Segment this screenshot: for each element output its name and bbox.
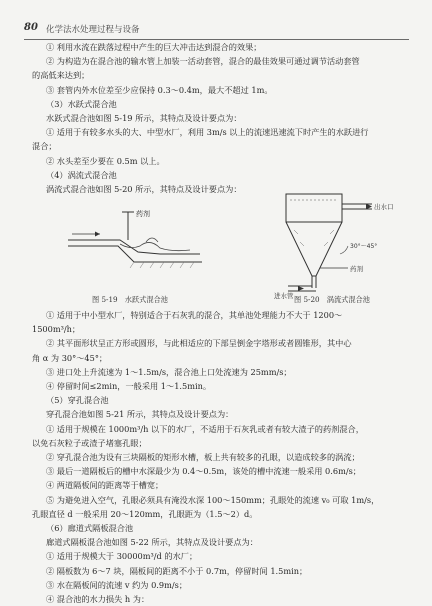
text-line: ③ 最后一道隔板后的槽中水深最少为 0.4～0.5m，该处的槽中流速一般采用 0.6m/s； — [46, 466, 361, 477]
text-line: 的高低来达到； — [32, 70, 90, 81]
text-line: 穿孔混合池如图 5-21 所示，其特点及设计要点为： — [46, 409, 234, 420]
text-line: （4）涡流式混合池 — [46, 169, 117, 180]
text-line: ① 利用水流在跌落过程中产生的巨大冲击达到混合的效果； — [46, 42, 262, 52]
text-line: ③ 进口处上升流速为 1～1.5m/s，混合池上口处流速为 25mm/s； — [46, 366, 292, 377]
text-line: 以免石灰粒子或渣子堵塞孔眼； — [32, 437, 147, 448]
text-line: ② 其平面形状呈正方形或圆形，与此相适应的下部呈倒金字塔形或者圆锥形，其中心 — [46, 338, 352, 349]
figure-label-outlet: 出水口 — [374, 203, 394, 211]
text-line: 廊道式隔板混合池如图 5-22 所示，其特点及设计要点为： — [46, 537, 258, 548]
text-line: ② 水头差至少要在 0.5m 以上。 — [46, 155, 165, 166]
figure-5-20-caption: 图 5-20 涡流式混合池 — [294, 295, 370, 304]
hydraulic-jump-diagram — [60, 182, 210, 294]
figure-5-19 — [60, 182, 210, 294]
text-line: ① 适用于中小型水厂，特别适合于石灰乳的混合，其单池处理能力不大于 1200～ — [46, 310, 343, 320]
text-line: （5）穿孔混合池 — [46, 395, 109, 406]
figure-label-inlet: 进水管 — [274, 292, 294, 300]
page-header — [24, 22, 414, 38]
text-line: ① 适用于有较多水头的大、中型水厂，利用 3m/s 以上的流速迅速流下时产生的水跃进行 — [46, 127, 369, 138]
figure-label-angle: 30°～45° — [350, 243, 378, 250]
text-line: ② 隔板数为 6～7 块，隔板间的距离不小于 0.7m，停留时间 1.5min； — [46, 565, 308, 576]
text-line: ④ 停留时间≤2min，一般采用 1～1.5min。 — [46, 381, 212, 392]
text-line: ③ 水在隔板间的流速 v 约为 0.9m/s； — [46, 579, 188, 590]
text-line: 混合； — [32, 141, 57, 152]
text-line: ④ 混合池的水力损失 h 为： — [46, 594, 150, 605]
vortex-mixer-diagram — [268, 182, 408, 300]
text-line: ⑤ 为避免进入空气，孔眼必须具有淹没水深 100～150mm；孔眼处的流速 v₀ 可取 1m/s， — [46, 494, 380, 505]
text-line: 孔眼直径 d 一般采用 20～120mm，孔眼距为（1.5～2）d。 — [32, 508, 258, 519]
text-line: ① 适用于规模在 1000m³/h 以下的水厂，不适用于石灰乳或者有较大渣子的药剂混合， — [46, 423, 364, 434]
text-block-bottom — [32, 308, 404, 606]
figure-5-20 — [268, 182, 408, 300]
figure-5-19-caption: 图 5-19 水跃式混合池 — [92, 295, 168, 304]
running-title: 化学法水处理过程与设备 — [46, 25, 140, 35]
text-line: ① 适用于规模大于 30000m³/d 的水厂； — [46, 551, 198, 562]
text-line: 涡流式混合池如图 5-20 所示，其特点及设计要点为： — [46, 184, 242, 195]
figures-row — [0, 182, 432, 304]
text-line: （3）水跃式混合池 — [46, 98, 117, 109]
text-line: 角 α 为 30°～45°； — [32, 352, 108, 363]
text-line: ② 穿孔混合池为设有三块隔板的矩形水槽，板上共有较多的孔眼，以造成较多的涡流； — [46, 452, 360, 463]
text-line: 1500m³/h； — [32, 324, 81, 335]
text-block-top — [32, 40, 404, 196]
text-line: ② 为构造为在混合池的输水管上加装一活动套管，混合的最佳效果可通过调节活动套管 — [46, 56, 360, 67]
figure-label-dose: 药剂 — [136, 210, 150, 218]
text-line: （6）廊道式隔板混合池 — [46, 523, 134, 534]
page-number: 80 — [24, 22, 38, 33]
text-line: 水跃式混合池如图 5-19 所示，其特点及设计要点为： — [46, 113, 242, 124]
text-line: ③ 套管内外水位差至少应保持 0.3～0.4m，最大不超过 1m。 — [46, 84, 273, 95]
figure-label-dose-20: 药剂 — [350, 265, 363, 273]
text-line: ④ 两道隔板间的距离等于槽宽； — [46, 480, 164, 491]
